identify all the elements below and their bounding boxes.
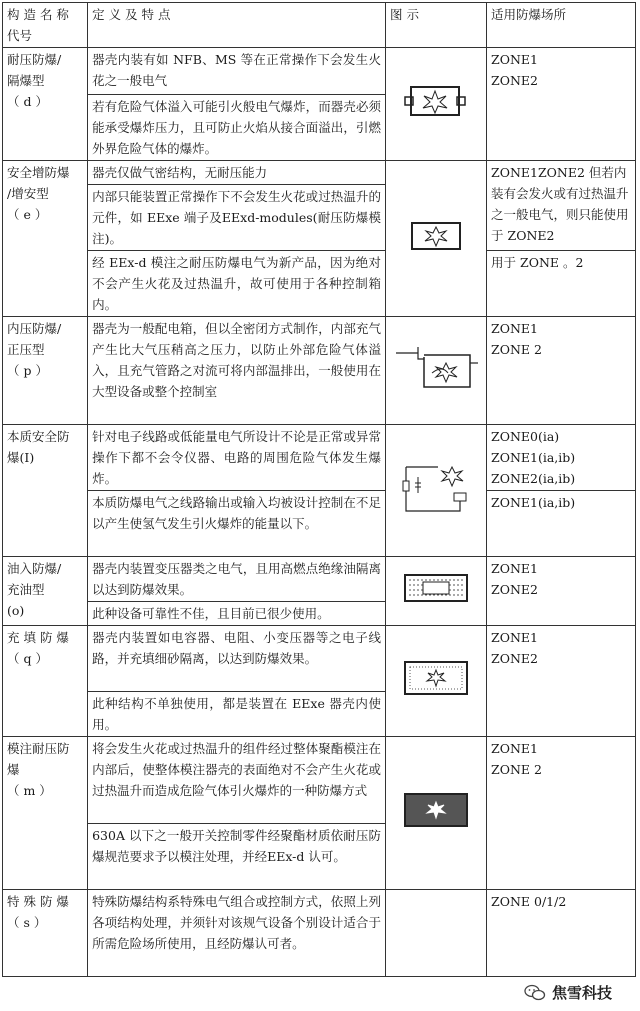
type-s: 特 殊 防 爆 （ s ） (3, 890, 88, 977)
encapsulated-enclosure-icon (401, 790, 471, 830)
diagram-s (385, 890, 486, 977)
zone-m: ZONE1 ZONE 2 (487, 737, 636, 890)
intrinsic-safety-circuit-icon (398, 453, 474, 523)
type-p: 内压防爆/ 正压型 （ p ） (3, 317, 88, 425)
def-q-2: 此种结构不单独使用，都是装置在 EExe 器壳内使用。 (88, 692, 386, 737)
table-row (3, 48, 636, 95)
zone-e-2: 用于 ZONE 。2 (487, 251, 636, 317)
def-m-2: 630A 以下之一般开关控制零件经聚酯材质依耐压防爆规范要求予以模注处理，并经EEx-d 认可。 (88, 824, 386, 890)
type-m: 模注耐压防 爆 （ m ） (3, 737, 88, 890)
def-i-2: 本质防爆电气之线路输出或输入均被设计控制在不足以产生使氢气发生引火爆炸的能量以下。 (88, 491, 386, 557)
diagram-d (385, 48, 486, 161)
zone-d: ZONE1 ZONE2 (487, 48, 636, 161)
wechat-icon (524, 984, 546, 1002)
header-type: 构 造 名 称 代号 (3, 3, 88, 48)
table-row (3, 890, 636, 977)
diagram-i (385, 425, 486, 557)
def-d-2: 若有危险气体溢入可能引火般电气爆炸，而器壳必须能承受爆炸压力，且可防止火焰从接合面溢出，引燃外界危险气体的爆炸。 (88, 95, 386, 161)
watermark-text: 焦雪科技 (551, 984, 612, 1002)
def-e-1: 器壳仅做气密结构，无耐压能力 (88, 161, 386, 185)
zone-q: ZONE1 ZONE2 (487, 626, 636, 737)
pressurized-enclosure-icon (392, 343, 480, 393)
def-m-1: 将会发生火花或过热温升的组件经过整体聚酯模注在内部后，使整体模注器壳的表面绝对不会产生火花或过热温升而造成危险气体引火爆炸的一种防爆方式 (88, 737, 386, 824)
type-o: 油入防爆/ 充油型 (o) (3, 557, 88, 626)
diagram-m (385, 737, 486, 890)
table-row (3, 251, 636, 317)
def-s: 特殊防爆结构系特殊电气组合或控制方式，依照上列各项结构处理，并须针对该规气设备个别设计适合于所需危险场所使用，且经防爆认可者。 (88, 890, 386, 977)
table-row (3, 317, 636, 425)
def-o-2: 此种设备可靠性不佳，且目前已很少使用。 (88, 602, 386, 626)
def-e-2: 内部只能装置正常操作下不会发生火花或过热温升的元件，如 EExe 端子及EExd-modules(耐压防爆模注)。 (88, 185, 386, 251)
type-d: 耐压防爆/ 隔爆型 （ d ） (3, 48, 88, 161)
table-row (3, 557, 636, 602)
def-e-3: 经 EEx-d 模注之耐压防爆电气为新产品，因为绝对不会产生火花及过热温升，故可使用于各种控制箱内。 (88, 251, 386, 317)
diagram-e (385, 161, 486, 317)
def-o-1: 器壳内装置变压器类之电气，且用高燃点绝缘油隔离以达到防爆效果。 (88, 557, 386, 602)
zone-p: ZONE1 ZONE 2 (487, 317, 636, 425)
oil-immersed-enclosure-icon (401, 571, 471, 605)
type-q: 充 填 防 爆 （ q ） (3, 626, 88, 737)
table-row (3, 737, 636, 824)
flameproof-enclosure-icon (401, 81, 471, 121)
table-row (3, 161, 636, 185)
def-p: 器壳为一般配电箱，但以全密闭方式制作，内部充气产生比大气压稍高之压力，以防止外部危险气体溢入，且充气管路之对流可将内部温排出，一般使用在大型设备或整个控制室 (88, 317, 386, 425)
powder-filled-enclosure-icon (401, 658, 471, 698)
type-e: 安全增防爆 /增安型 （ e ） (3, 161, 88, 317)
increased-safety-enclosure-icon (406, 219, 466, 253)
explosion-proof-table (2, 2, 636, 977)
diagram-p (385, 317, 486, 425)
header-figure: 图 示 (385, 3, 486, 48)
watermark (518, 980, 618, 1005)
zone-s: ZONE 0/1/2 (487, 890, 636, 977)
header-zone: 适用防爆场所 (487, 3, 636, 48)
zone-e-1: ZONE1ZONE2 但若内装有会发火或有过热温升之一般电气，则只能使用于 ZONE2 (487, 161, 636, 251)
header-definition: 定 义 及 特 点 (88, 3, 386, 48)
table-row (3, 491, 636, 557)
zone-i-1: ZONE0(ia) ZONE1(ia,ib) ZONE2(ia,ib) (487, 425, 636, 491)
zone-i-2: ZONE1(ia,ib) (487, 491, 636, 557)
diagram-q (385, 626, 486, 737)
def-d-1: 器壳内装有如 NFB、MS 等在正常操作下会发生火花之一般电气 (88, 48, 386, 95)
diagram-o (385, 557, 486, 626)
type-i: 本质安全防 爆(I) (3, 425, 88, 557)
zone-o: ZONE1 ZONE2 (487, 557, 636, 626)
table-header-row (3, 3, 636, 48)
table-row (3, 425, 636, 491)
def-i-1: 针对电子线路或低能量电气所设计不论是正常或异常操作下都不会令仪器、电路的周围危险气体发生爆炸。 (88, 425, 386, 491)
def-q-1: 器壳内装置如电容器、电阻、小变压器等之电子线路，并充填细砂隔离，以达到防爆效果。 (88, 626, 386, 692)
table-row (3, 626, 636, 692)
